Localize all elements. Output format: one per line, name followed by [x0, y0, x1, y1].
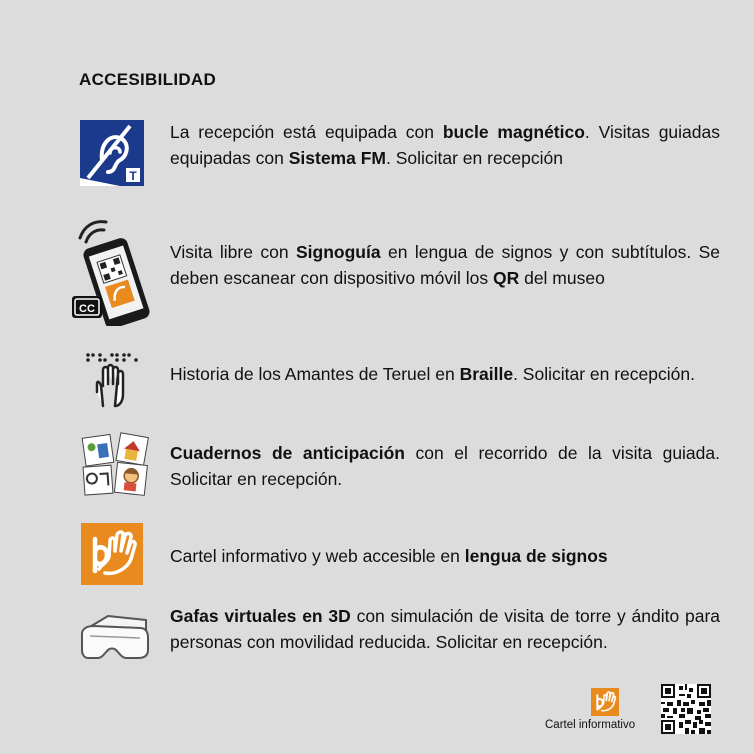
- qr-code-icon[interactable]: [661, 684, 711, 739]
- hearing-loop-icon: [80, 120, 144, 191]
- body-text: . Solicitar en recepción.: [513, 364, 695, 384]
- vr-glasses-icon: [78, 610, 150, 671]
- accessibility-item-text: [170, 120, 720, 171]
- accessibility-item-text: [170, 604, 720, 655]
- body-text: La recepción está equipada con: [170, 122, 443, 142]
- body-text: . Solicitar en recepción: [385, 147, 564, 168]
- body-text: en lengua de signos y con subtítulos. Se deben escanear con dispositivo móvil los: [170, 242, 720, 288]
- pictogram-cards-icon: [80, 432, 150, 501]
- emphasis-text: Braille: [459, 364, 514, 384]
- accessibility-item-text: [170, 544, 720, 570]
- body-text: con simulación de visita de torre y ándito para personas con movilidad reducida. Solicitar en recepción.: [170, 606, 720, 652]
- accessibility-item-text: [170, 441, 720, 492]
- body-text: Historia de los Amantes de Teruel en: [170, 364, 460, 384]
- svg-text:CC: CC: [79, 303, 95, 315]
- emphasis-text: lengua de signos: [464, 546, 608, 566]
- footer-label: Cartel informativo: [545, 719, 636, 731]
- sign-language-icon: [81, 523, 143, 590]
- braille-hand-icon: [85, 350, 141, 413]
- body-text: . Visitas guiadas equipadas con: [170, 122, 720, 168]
- body-text: Visita libre con: [170, 242, 296, 262]
- emphasis-text: bucle magnético: [442, 122, 585, 142]
- page-title: ACCESIBILIDAD: [79, 70, 217, 89]
- emphasis-text: Gafas virtuales en 3D: [170, 606, 351, 626]
- body-text: Cartel informativo y web accesible en: [170, 546, 465, 566]
- emphasis-text: QR: [492, 267, 520, 288]
- emphasis-text: Cuadernos de anticipación: [170, 443, 405, 463]
- accessibility-item-text: [170, 240, 720, 291]
- body-text: con el recorrido de la visita guiada. Solicitar en recepción.: [170, 443, 720, 489]
- emphasis-text: Signoguía: [295, 242, 381, 262]
- emphasis-text: Sistema FM: [288, 147, 386, 168]
- accessibility-item-text: [170, 362, 720, 388]
- smartphone-signoguide-icon: [70, 218, 160, 331]
- footer-sign-language-icon: [591, 688, 619, 721]
- body-text: del museo: [519, 267, 605, 288]
- svg-text:T: T: [129, 169, 137, 183]
